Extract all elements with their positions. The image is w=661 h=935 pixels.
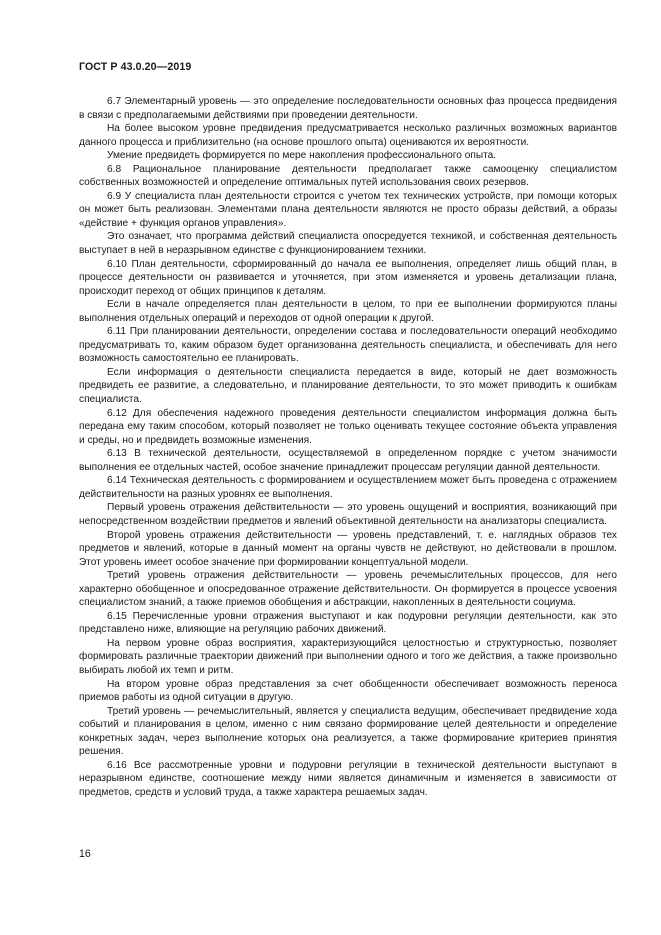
document-header: ГОСТ Р 43.0.20—2019 [79,61,192,73]
paragraph: Если в начале определяется план деятельности в целом, то при ее выполнении формируются планы выполнения отдельных операций и переходов от одной операции к другой. [79,299,617,324]
document-body [79,95,617,799]
paragraph: На первом уровне образ восприятия, характеризующийся целостностью и структурностью, позволяет формировать различные траектории движений при выполнении одного и того же действия, а также произвольно выбирать любой их темп и ритм. [79,637,617,676]
paragraph-6-11: 6.11 При планировании деятельности, определении состава и последовательности операций необходимо предусматривать то, каким образом будет организованна деятельность специалиста, и обеспечивать для него возможность самостоятельно ее планировать. [79,326,617,365]
paragraph-6-14: 6.14 Техническая деятельность с формированием и осуществлением может быть проведена с отражением действительности на разных уровнях ее выполнения. [79,475,617,500]
paragraph: На более высоком уровне предвидения предусматривается несколько различных возможных вариантов данного процесса и приблизительно (на основе прошлого опыта) оцениваются их вероятности. [79,123,617,148]
page-number: 16 [79,848,91,860]
paragraph: Третий уровень — речемыслительный, является у специалиста ведущим, обеспечивает предвидение хода событий и планирования в целом, именно с ним связано формирование целей деятельности и определение конкретных задач, через выполнение которых она реализуется, а также формирование критериев принятия решения. [79,705,617,758]
paragraph: Первый уровень отражения действительности — это уровень ощущений и восприятия, возникающий при непосредственном воздействии предметов и явлений объективной деятельности на анализаторы специалиста. [79,502,617,527]
paragraph-6-9: 6.9 У специалиста план деятельности строится с учетом тех технических устройств, при помощи которых он может быть реализован. Элементами плана деятельности являются не просто образы действий, а образы «действие + функция органов управления». [79,190,617,229]
paragraph-6-12: 6.12 Для обеспечения надежного проведения деятельности специалистом информация должна быть передана ему таким способом, который позволяет не только оценивать текущее состояние объекта управления и среды, но и предвидеть возможные изменения. [79,407,617,446]
paragraph: Второй уровень отражения действительности — уровень представлений, т. е. наглядных образов тех предметов и явлений, которые в данный момент на органы чувств не действуют, но действовали в прошлом. Этот уровень имеет особое значение при формировании концептуальной модели. [79,529,617,568]
paragraph-6-10: 6.10 План деятельности, сформированный до начала ее выполнения, определяет лишь общий план, в процессе деятельности он развивается и уточняется, при этом изменяется и уровень детализации плана, происходит переход от общих принципов к деталям. [79,258,617,297]
paragraph-6-13: 6.13 В технической деятельности, осуществляемой в определенном порядке с учетом значимости выполнения ее отдельных частей, особое значение принадлежит процессам регуляции данной деятельности. [79,448,617,473]
paragraph: На втором уровне образ представления за счет обобщенности обеспечивает возможность переноса приемов работы из одной ситуации в другую. [79,678,617,704]
paragraph: Это означает, что программа действий специалиста опосредуется техникой, и собственная деятельность выступает в ней в неразрывном единстве с функционированием техники. [79,231,617,257]
paragraph-6-15: 6.15 Перечисленные уровни отражения выступают и как подуровни регуляции деятельности, как это представлено ниже, влияющие на регуляцию рабочих движений. [79,610,617,636]
paragraph: Умение предвидеть формируется по мере накопления профессионального опыта. [107,150,497,162]
paragraph-6-8: 6.8 Рациональное планирование деятельности предполагает также самооценку специалистом собственных возможностей и определение оптимальных путей использования своих резервов. [79,163,617,189]
paragraph-6-7: 6.7 Элементарный уровень — это определение последовательности основных фаз процесса предвидения в связи с предполагаемыми действиями при проведении деятельности. [79,96,617,121]
paragraph-6-16: 6.16 Все рассмотренные уровни и подуровни регуляции в технической деятельности выступают в неразрывном единстве, соотношение между ними является динамичным и изменяется в зависимости от предметов, средств и условий труда, а также характера решаемых задач. [79,759,617,798]
paragraph: Третий уровень отражения действительности — уровень речемыслительных процессов, для него характерно обобщенное и опосредованное отражение действительности. Он формируется в процессе усвоения специалистом знаний, а также приемов обобщения и абстракции, накопленных в деятельности социума. [79,570,617,609]
paragraph: Если информация о деятельности специалиста передается в виде, который не дает возможность предвидеть ее развитие, а следовательно, и планирование деятельности, то это может приводить к ошибкам специалиста. [79,366,617,406]
